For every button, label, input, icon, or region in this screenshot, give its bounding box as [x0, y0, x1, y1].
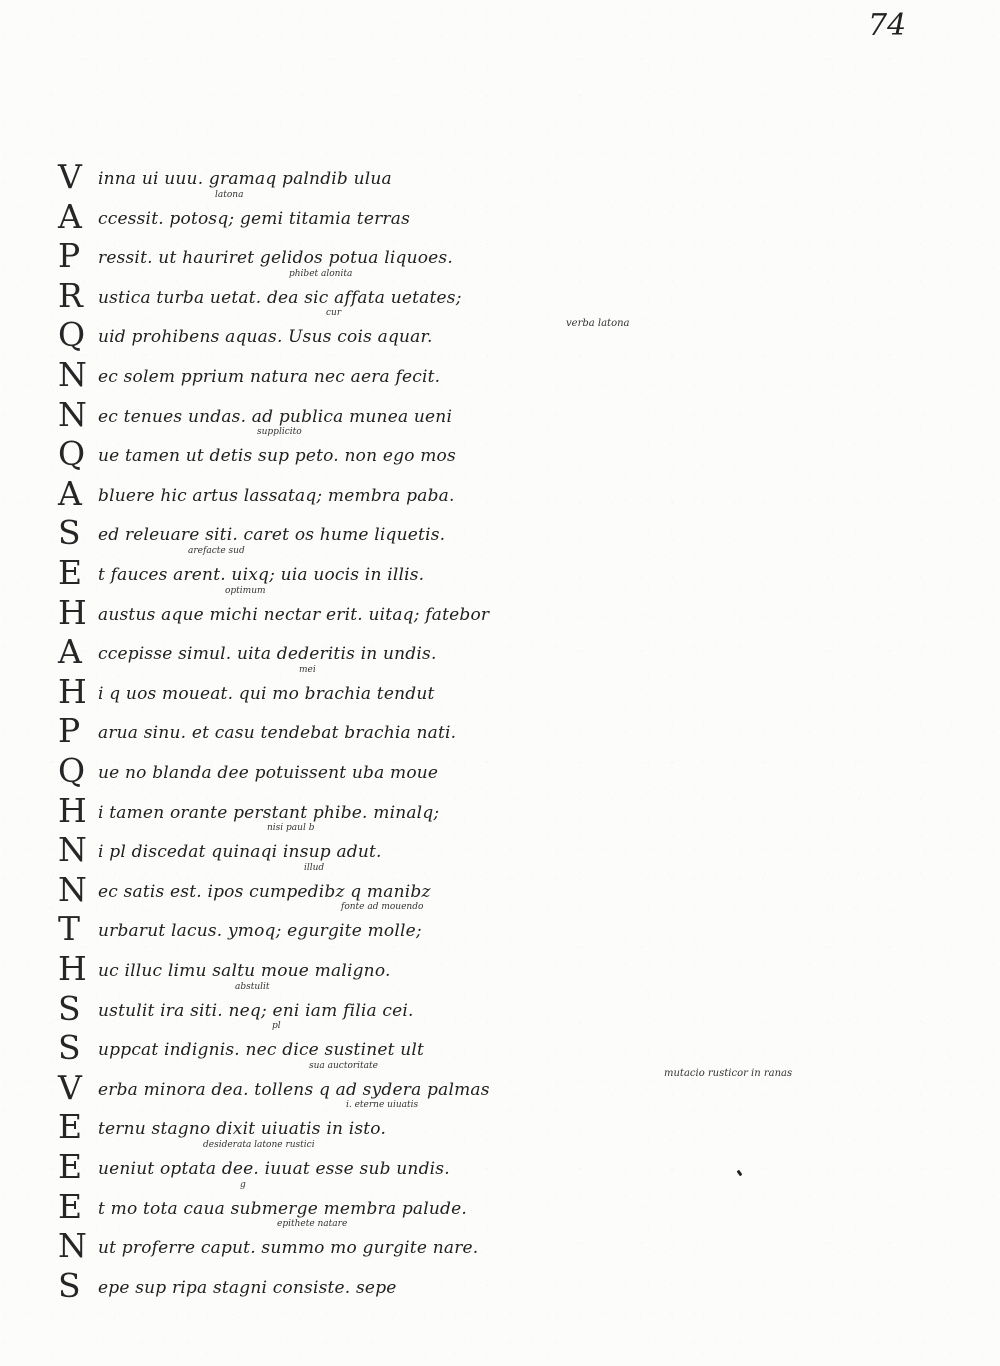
verse-line	[58, 902, 578, 952]
ink-speck	[737, 1170, 743, 1177]
verse-text: ec solem pprium natura nec aera fecit.	[98, 367, 441, 387]
verse-line	[58, 665, 578, 715]
interlinear-gloss: illud	[304, 863, 325, 873]
verse-line	[58, 355, 578, 398]
verse-text: ed releuare siti. caret os hume liquetis.	[98, 525, 446, 545]
verse-text: urbarut lacus. ymoq; egurgite molle;	[98, 921, 422, 941]
interlinear-gloss: mei	[299, 665, 316, 675]
verse-initial: V	[58, 1068, 82, 1107]
interlinear-gloss: desiderata latone rustici	[203, 1140, 315, 1150]
verse-line	[58, 1266, 578, 1309]
verse-initial: E	[58, 1107, 83, 1146]
verse-text: arua sinu. et casu tendebat brachia nati.	[98, 723, 457, 743]
verse-initial: S	[58, 1028, 81, 1067]
interlinear-gloss: supplicito	[257, 427, 302, 437]
verse-line	[58, 269, 578, 319]
verse-line	[58, 190, 578, 240]
verse-initial: N	[58, 395, 87, 434]
verse-initial: P	[58, 711, 81, 750]
interlinear-gloss: phibet alonita	[289, 269, 353, 279]
interlinear-gloss: nisi paul b	[267, 823, 315, 833]
verse-initial: E	[58, 1187, 83, 1226]
verse-text: uid prohibens aquas. Usus cois aquar.	[98, 327, 433, 347]
verse-initial: Q	[58, 434, 86, 473]
verse-initial: H	[58, 949, 87, 988]
verse-text: ternu stagno dixit uiuatis in isto.	[98, 1119, 387, 1139]
verse-line	[58, 427, 578, 477]
verse-text: ccepisse simul. uita dederitis in undis.	[98, 644, 437, 664]
verse-initial: N	[58, 355, 87, 394]
verse-text: ec satis est. ipos cumpedibz q manibz	[98, 882, 431, 902]
verse-text: uppcat indignis. nec dice sustinet ult	[98, 1040, 425, 1060]
margin-note: mutacio rusticor in ranas	[664, 1068, 793, 1079]
interlinear-gloss: arefacte sud	[188, 546, 245, 556]
verse-line	[58, 395, 578, 438]
verse-line	[58, 751, 578, 794]
verse-line	[58, 982, 578, 1032]
verse-initial: S	[58, 513, 81, 552]
verse-text: bluere hic artus lassataq; membra paba.	[98, 486, 455, 506]
verse-text: ec tenues undas. ad publica munea ueni	[98, 407, 453, 427]
verse-initial: P	[58, 236, 81, 275]
verse-initial: A	[58, 474, 82, 513]
verse-initial: S	[58, 1266, 81, 1305]
interlinear-gloss: i. eterne uiuatis	[346, 1100, 419, 1110]
interlinear-gloss: pl	[272, 1021, 281, 1031]
verse-text: inna ui uuu. gramaq palndib ulua	[98, 169, 392, 189]
verse-text: austus aque michi nectar erit. uitaq; fatebor	[98, 605, 490, 625]
verse-text: i tamen orante perstant phibe. minalq;	[98, 803, 440, 823]
margin-note: verba latona	[566, 318, 630, 329]
verse-line	[58, 474, 578, 517]
verse-initial: A	[58, 632, 82, 671]
verse-initial: T	[58, 909, 81, 948]
verse-text: i q uos moueat. qui mo brachia tendut	[98, 684, 435, 704]
verse-initial: H	[58, 593, 87, 632]
verse-text: ue no blanda dee potuissent uba moue	[98, 763, 439, 783]
verse-text: ustulit ira siti. neq; eni iam filia cei.	[98, 1001, 414, 1021]
verse-initial: E	[58, 1147, 83, 1186]
verse-initial: H	[58, 791, 87, 830]
folio-number: 74	[868, 8, 907, 43]
interlinear-gloss: cur	[326, 308, 342, 318]
verse-line	[58, 513, 578, 556]
verse-text: i pl discedat quinaqi insup adut.	[98, 842, 382, 862]
verse-initial: V	[58, 157, 82, 196]
verse-initial: N	[58, 830, 87, 869]
verse-initial: N	[58, 1226, 87, 1265]
verse-text: t fauces arent. uixq; uia uocis in illis.	[98, 565, 425, 585]
verse-text: ueniut optata dee. iuuat esse sub undis.	[98, 1159, 450, 1179]
verse-line	[58, 546, 578, 596]
verse-line	[58, 791, 578, 834]
interlinear-gloss: sua auctoritate	[309, 1061, 378, 1071]
interlinear-gloss: fonte ad mouendo	[341, 902, 424, 912]
verse-initial: E	[58, 553, 83, 592]
verse-line	[58, 1061, 578, 1111]
verse-text: ut proferre caput. summo mo gurgite nare.	[98, 1238, 479, 1258]
verse-line	[58, 632, 578, 675]
verse-text: ustica turba uetat. dea sic affata uetates;	[98, 288, 462, 308]
verse-text: epe sup ripa stagni consiste. sepe	[98, 1278, 397, 1298]
verse-line	[58, 1219, 578, 1269]
verse-line	[58, 586, 578, 636]
interlinear-gloss: optimum	[225, 586, 266, 596]
verse-text: erba minora dea. tollens q ad sydera palmas	[98, 1080, 490, 1100]
verse-initial: A	[58, 197, 82, 236]
verse-line	[58, 949, 578, 992]
verse-line	[58, 157, 578, 200]
interlinear-gloss: abstulit	[235, 982, 270, 992]
verse-text: ccessit. potosq; gemi titamia terras	[98, 209, 410, 229]
interlinear-gloss: epithete natare	[277, 1219, 348, 1229]
verse-initial: Q	[58, 315, 86, 354]
verse-initial: R	[58, 276, 83, 315]
verse-text: t mo tota caua submerge membra palude.	[98, 1199, 467, 1219]
verse-line	[58, 711, 578, 754]
verse-initial: S	[58, 989, 81, 1028]
verse-initial: Q	[58, 751, 86, 790]
verse-text: ressit. ut hauriret gelidos potua liquoes.	[98, 248, 453, 268]
verse-line	[58, 308, 578, 358]
verse-line	[58, 863, 578, 913]
verse-line	[58, 1100, 578, 1150]
interlinear-gloss: latona	[215, 190, 244, 200]
interlinear-gloss: g	[240, 1180, 246, 1190]
verse-text: uc illuc limu saltu moue maligno.	[98, 961, 391, 981]
verse-text: ue tamen ut detis sup peto. non ego mos	[98, 446, 456, 466]
verse-initial: N	[58, 870, 87, 909]
verse-line	[58, 1140, 578, 1190]
verse-initial: H	[58, 672, 87, 711]
